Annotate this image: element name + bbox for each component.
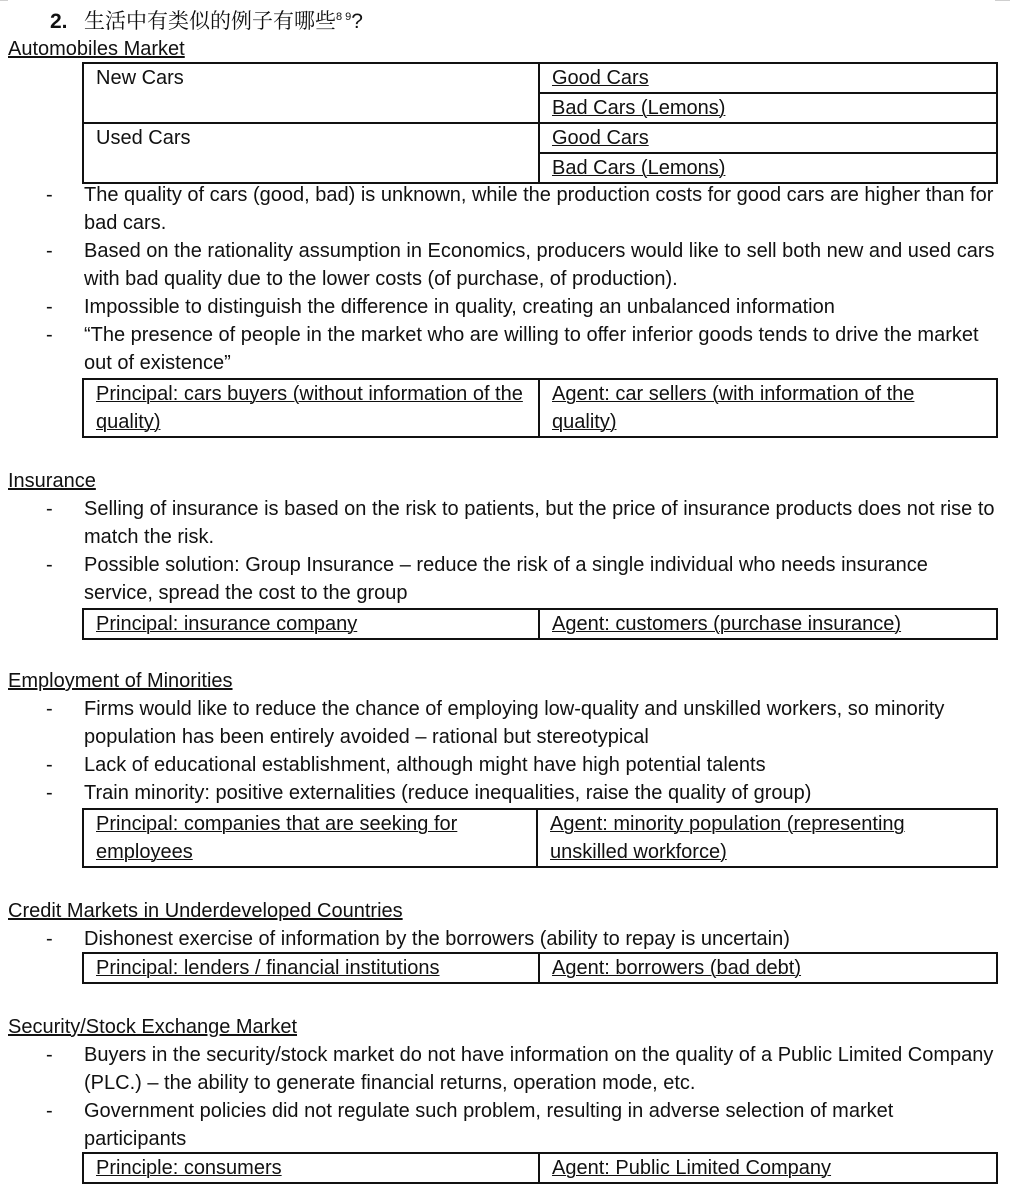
list-item	[40, 293, 995, 321]
security-bullet-list	[40, 1041, 995, 1153]
question-number: 2.	[50, 10, 68, 33]
bullet-dash: -	[46, 1044, 53, 1066]
principal-cell: Principal: companies that are seeking for employees	[83, 809, 537, 867]
table-row	[83, 1153, 997, 1183]
agent-cell: Agent: minority population (representing unskilled workforce)	[537, 809, 997, 867]
section-title-minorities: Employment of Minorities	[8, 670, 233, 692]
question-end: ?	[351, 10, 363, 33]
minorities-principal-agent-table	[82, 808, 998, 868]
page-corner-mark-right	[995, 0, 1010, 1]
table-row	[83, 123, 997, 153]
footnote-refs: 8 9	[336, 11, 352, 23]
bullet-dash: -	[46, 324, 53, 346]
bullet-text: “The presence of people in the market who are willing to offer inferior goods tends to drive the market out of existence”	[84, 324, 979, 374]
table-row	[83, 609, 997, 639]
bullet-text: Lack of educational establishment, although might have high potential talents	[84, 754, 766, 776]
bullet-dash: -	[46, 498, 53, 520]
good-cars-cell: Good Cars	[539, 63, 997, 93]
bullet-text: Dishonest exercise of information by the borrowers (ability to repay is uncertain)	[84, 928, 790, 950]
list-item	[40, 695, 995, 751]
good-cars-cell: Good Cars	[539, 123, 997, 153]
page-corner-mark-left	[0, 0, 8, 1]
automobiles-principal-agent-table	[82, 378, 998, 438]
agent-cell: Agent: borrowers (bad debt)	[539, 953, 997, 983]
list-item	[40, 779, 995, 807]
list-item	[40, 751, 995, 779]
bullet-dash: -	[46, 296, 53, 318]
bullet-dash: -	[46, 782, 53, 804]
bullet-text: Based on the rationality assumption in Economics, producers would like to sell both new and used cars with bad quality due to the lower costs (of purchase, of production).	[84, 240, 995, 290]
section-title-insurance: Insurance	[8, 470, 96, 492]
bullet-text: Possible solution: Group Insurance – reduce the risk of a single individual who needs insurance service, spread the cost to the group	[84, 554, 928, 604]
bad-cars-cell: Bad Cars (Lemons)	[539, 153, 997, 183]
bullet-dash: -	[46, 698, 53, 720]
bullet-text: Train minority: positive externalities (reduce inequalities, raise the quality of group)	[84, 782, 812, 804]
bullet-dash: -	[46, 1100, 53, 1122]
insurance-bullet-list	[40, 495, 995, 607]
bullet-dash: -	[46, 240, 53, 262]
bullet-dash: -	[46, 754, 53, 776]
list-item	[40, 1041, 995, 1097]
bullet-dash: -	[46, 184, 53, 206]
list-item	[40, 181, 995, 237]
principal-cell: Principle: consumers	[83, 1153, 539, 1183]
table-row	[83, 379, 997, 437]
car-quality-table	[82, 62, 998, 184]
list-item	[40, 237, 995, 293]
car-category-cell: New Cars	[83, 63, 539, 123]
section-title-credit: Credit Markets in Underdeveloped Countries	[8, 900, 403, 922]
bullet-text: The quality of cars (good, bad) is unknown, while the production costs for good cars are higher than for bad cars.	[84, 184, 994, 234]
table-row	[83, 953, 997, 983]
bullet-text: Firms would like to reduce the chance of employing low-quality and unskilled workers, so minority population has been entirely avoided – rational but stereotypical	[84, 698, 945, 748]
bullet-text: Selling of insurance is based on the risk to patients, but the price of insurance products does not rise to match the risk.	[84, 498, 995, 548]
question-text: 生活中有类似的例子有哪些	[84, 10, 336, 33]
list-item	[40, 925, 995, 953]
bullet-text: Impossible to distinguish the difference in quality, creating an unbalanced information	[84, 296, 835, 318]
agent-cell: Agent: customers (purchase insurance)	[539, 609, 997, 639]
credit-principal-agent-table	[82, 952, 998, 984]
credit-bullet-list	[40, 925, 995, 953]
bullet-text: Government policies did not regulate such problem, resulting in adverse selection of market participants	[84, 1100, 894, 1150]
bullet-dash: -	[46, 554, 53, 576]
section-title-security: Security/Stock Exchange Market	[8, 1016, 298, 1038]
agent-cell: Agent: Public Limited Company	[539, 1153, 997, 1183]
agent-cell: Agent: car sellers (with information of the quality)	[539, 379, 997, 437]
list-item	[40, 1097, 995, 1153]
list-item	[40, 321, 995, 377]
automobiles-bullet-list	[40, 181, 995, 377]
minorities-bullet-list	[40, 695, 995, 807]
bullet-dash: -	[46, 928, 53, 950]
principal-cell: Principal: insurance company	[83, 609, 539, 639]
section-title-automobiles: Automobiles Market	[8, 38, 185, 60]
car-category-cell: Used Cars	[83, 123, 539, 183]
security-principal-agent-table	[82, 1152, 998, 1184]
principal-cell: Principal: lenders / financial institutions	[83, 953, 539, 983]
list-item	[40, 495, 995, 551]
table-row	[83, 63, 997, 93]
insurance-principal-agent-table	[82, 608, 998, 640]
bad-cars-cell: Bad Cars (Lemons)	[539, 93, 997, 123]
bullet-text: Buyers in the security/stock market do not have information on the quality of a Public Limited Company (PLC.) – the ability to generate financial returns, operation mode, etc.	[84, 1044, 994, 1094]
table-row	[83, 809, 997, 867]
question-heading	[50, 2, 363, 37]
list-item	[40, 551, 995, 607]
principal-cell: Principal: cars buyers (without information of the quality)	[83, 379, 539, 437]
